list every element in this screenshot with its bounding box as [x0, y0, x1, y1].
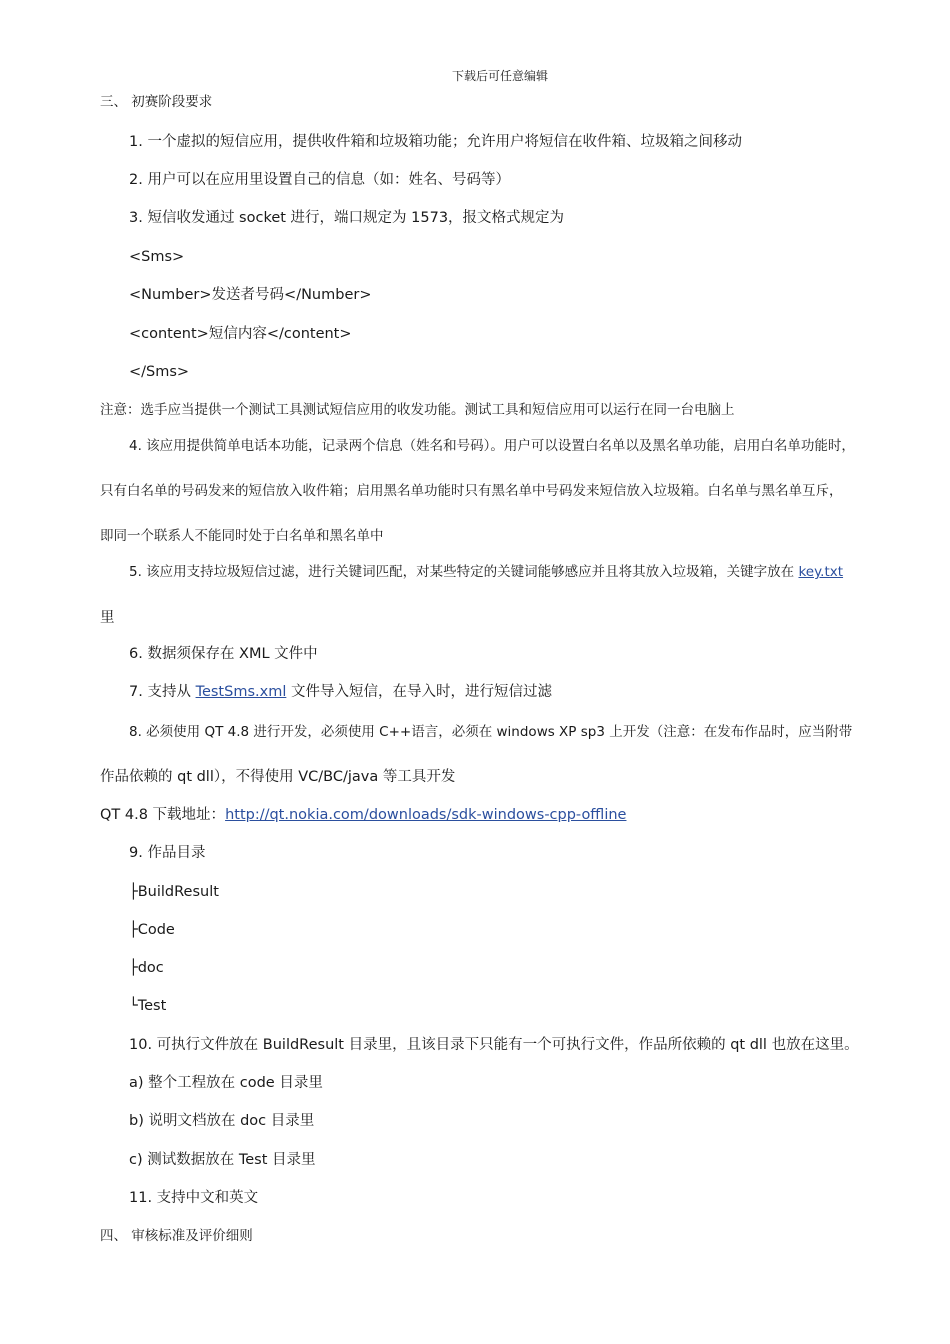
requirement-5-line-1: [129, 562, 843, 582]
qt-download-link[interactable]: http://qt.nokia.com/downloads/sdk-windows-cpp-offline: [225, 807, 627, 823]
dir-doc: ├doc: [129, 960, 164, 976]
dir-test: └Test: [129, 998, 167, 1014]
requirement-8-line-1: 8. 必须使用 QT 4.8 进行开发，必须使用 C++语言，必须在 windows XP sp3 上开发（注意：在发布作品时，应当附带: [129, 724, 853, 740]
xml-sms-open: <Sms>: [129, 249, 185, 265]
qt-download-label: QT 4.8 下载地址：: [100, 807, 226, 823]
testsms-xml-link[interactable]: TestSms.xml: [195, 684, 287, 700]
requirement-3: 3. 短信收发通过 socket 进行，端口规定为 1573，报文格式规定为: [129, 210, 565, 226]
requirement-5-line-2: 里: [100, 610, 115, 626]
key-txt-link[interactable]: key.txt: [798, 564, 844, 580]
requirement-10c: c) 测试数据放在 Test 目录里: [129, 1152, 316, 1168]
requirement-8-line-2: 作品依赖的 qt dll），不得使用 VC/BC/java 等工具开发: [100, 769, 456, 785]
requirement-5-text: 5. 该应用支持垃圾短信过滤，进行关键词匹配，对某些特定的关键词能够感应并且将其放入垃圾箱，关键字放在: [129, 564, 799, 580]
dir-buildresult: ├BuildResult: [129, 884, 219, 900]
requirement-4-line-2: 只有白名单的号码发来的短信放入收件箱；启用黑名单功能时只有黑名单中号码发来短信放入垃圾箱。白名单与黑名单互斥，: [100, 483, 843, 499]
note-text: 注意：选手应当提供一个测试工具测试短信应用的收发功能。测试工具和短信应用可以运行在同一台电脑上: [100, 402, 735, 418]
xml-number: <Number>发送者号码</Number>: [129, 287, 372, 303]
requirement-4-line-1: 4. 该应用提供简单电话本功能，记录两个信息（姓名和号码）。用户可以设置白名单以及黑名单功能，启用白名单功能时，: [129, 438, 855, 454]
requirement-9: 9. 作品目录: [129, 845, 206, 861]
requirement-7: [129, 682, 552, 702]
requirement-10: 10. 可执行文件放在 BuildResult 目录里，且该目录下只能有一个可执行文件，作品所依赖的 qt dll 也放在这里。: [129, 1037, 859, 1053]
page-header: 下载后可任意编辑: [451, 69, 548, 83]
requirement-2: 2. 用户可以在应用里设置自己的信息（如：姓名、号码等）: [129, 172, 510, 188]
section-heading-4: 四、 审核标准及评价细则: [100, 1228, 253, 1244]
requirement-7-suffix: 文件导入短信，在导入时，进行短信过滤: [286, 684, 552, 700]
requirement-7-prefix: 7. 支持从: [129, 684, 196, 700]
requirement-6: 6. 数据须保存在 XML 文件中: [129, 646, 318, 662]
requirement-10a: a) 整个工程放在 code 目录里: [129, 1075, 323, 1091]
requirement-1: 1. 一个虚拟的短信应用，提供收件箱和垃圾箱功能；允许用户将短信在收件箱、垃圾箱之间移动: [129, 134, 742, 150]
dir-code: ├Code: [129, 922, 175, 938]
requirement-4-line-3: 即同一个联系人不能同时处于白名单和黑名单中: [100, 528, 384, 544]
xml-content: <content>短信内容</content>: [129, 326, 352, 342]
qt-download-line: [100, 805, 626, 825]
xml-sms-close: </Sms>: [129, 364, 190, 380]
requirement-11: 11. 支持中文和英文: [129, 1190, 259, 1206]
section-heading-3: 三、 初赛阶段要求: [100, 94, 213, 110]
requirement-10b: b) 说明文档放在 doc 目录里: [129, 1113, 315, 1129]
